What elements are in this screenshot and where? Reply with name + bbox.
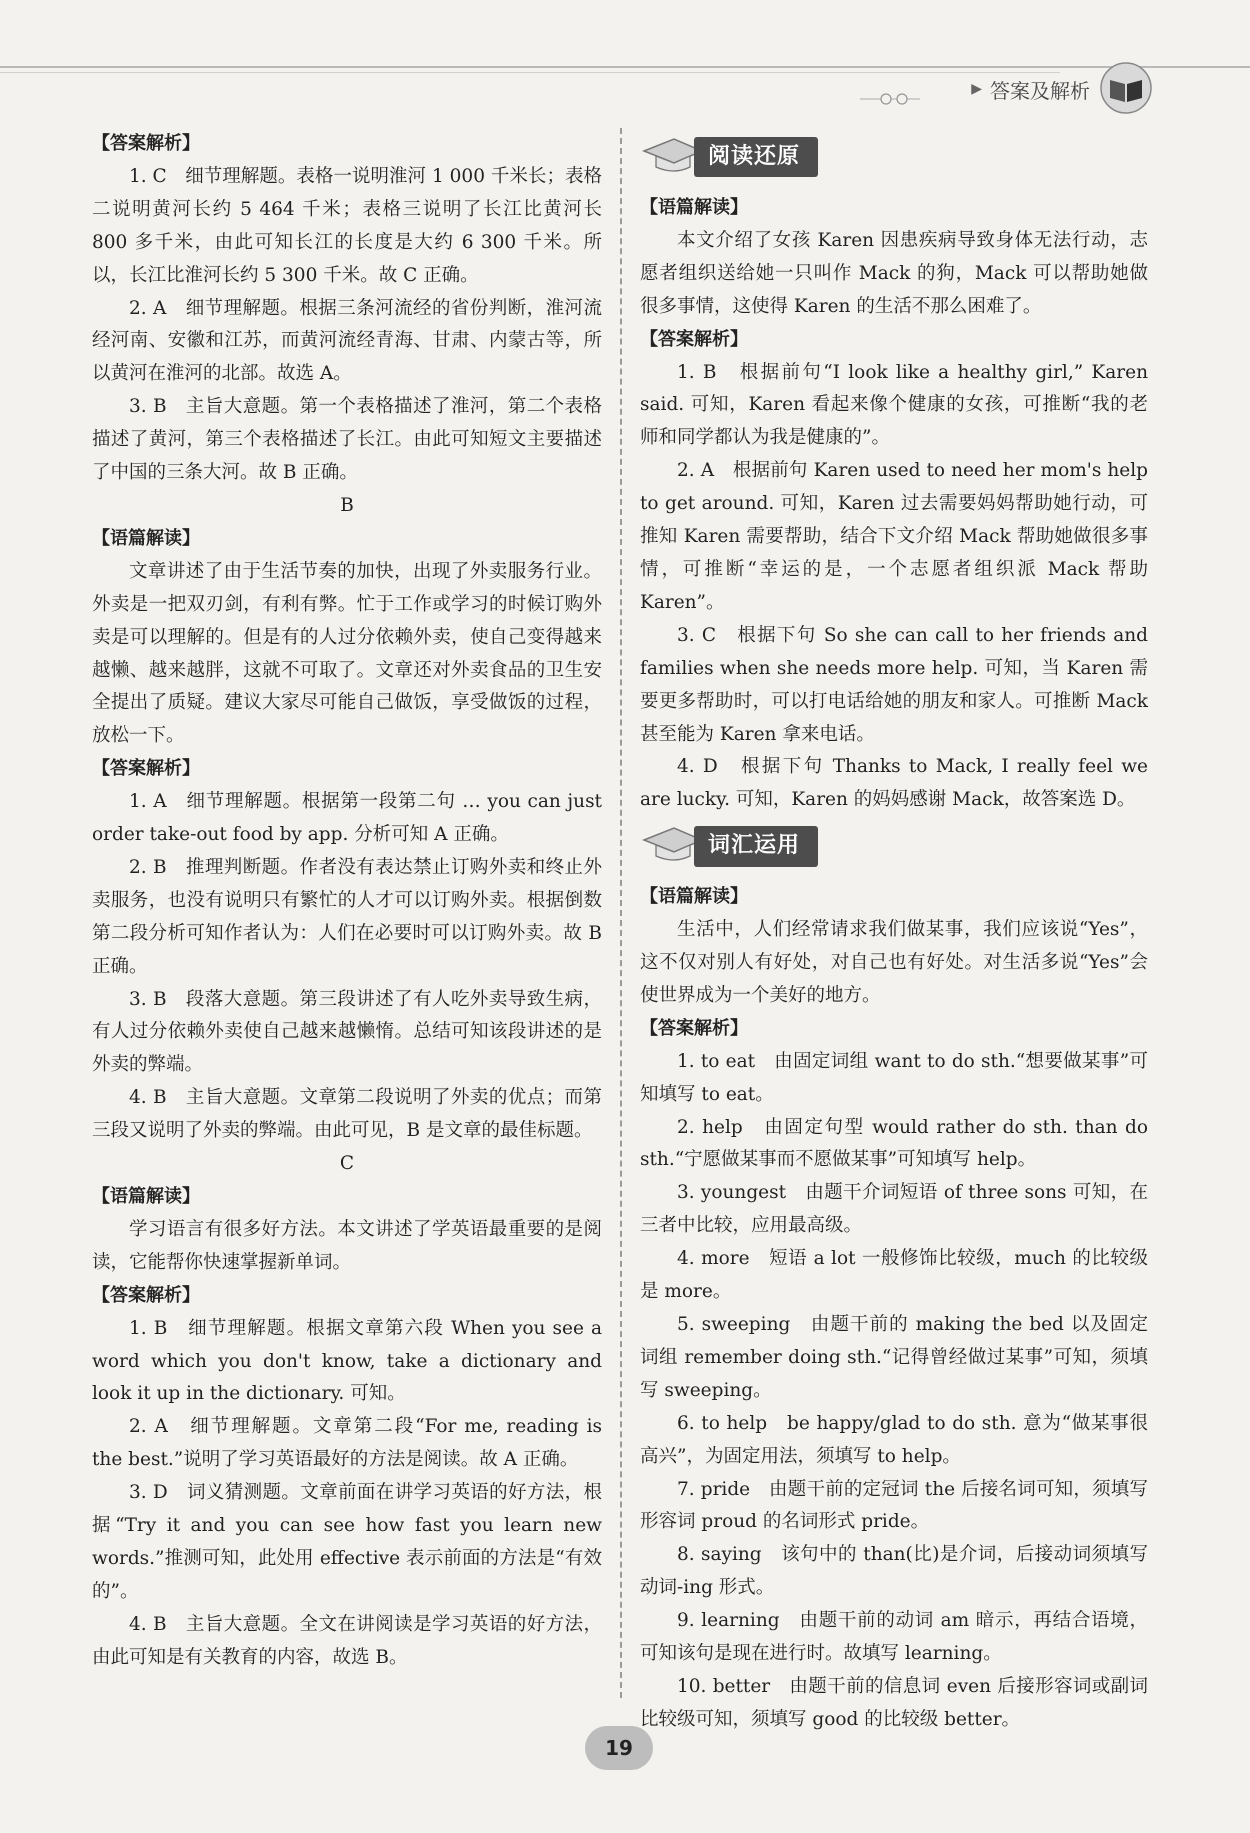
answer-paragraph: 文章讲述了由于生活节奏的加快，出现了外卖服务行业。外卖是一把双刃剑，有利有弊。忙于工作或学习的时候订购外卖是可以理解的。但是有的人过分依赖外卖，使自己变得越来越懒、越来越胖，这就不可取了。文章还对外卖食品的卫生安全提出了质疑。建议大家尽可能自己做饭，享受做饭的过程，放松一下。 bbox=[92, 560, 602, 747]
answer-paragraph: 2. A 细节理解题。根据三条河流经的省份判断，淮河流经河南、安徽和江苏，而黄河流经青海、甘肃、内蒙古等，所以黄河在淮河的北部。故选 A。 bbox=[92, 297, 602, 385]
left-column bbox=[92, 128, 602, 1675]
answer-paragraph: 1. B 细节理解题。根据文章第六段 When you see a word which you don't know, take a dictionary and look it up in the dictionary. 可知。 bbox=[92, 1317, 602, 1405]
answer-paragraph: 7. pride 由题干前的定冠词 the 后接名词可知，须填写形容词 proud 的名词形式 pride。 bbox=[640, 1478, 1148, 1533]
section-banner bbox=[640, 819, 1148, 873]
answer-paragraph: 8. saying 该句中的 than(比)是介词，后接动词须填写动词-ing 形式。 bbox=[640, 1544, 1148, 1599]
answer-paragraph: 10. better 由题干前的信息词 even 后接形容词或副词比较级可知，须填写 good 的比较级 better。 bbox=[640, 1675, 1148, 1730]
decorative-circles-icon bbox=[860, 92, 920, 106]
section-banner bbox=[640, 130, 1148, 184]
section-tag: 【语篇解读】 bbox=[92, 527, 200, 549]
answer-paragraph: 1. B 根据前句“I look like a healthy girl,” Karen said. 可知，Karen 看起来像个健康的女孩，可推断“我的老师和同学都认为我是健康的”。 bbox=[640, 361, 1148, 449]
answer-paragraph: 3. B 段落大意题。第三段讲述了有人吃外卖导致生病，有人过分依赖外卖使自己越来越懒惰。总结可知该段讲述的是外卖的弊端。 bbox=[92, 988, 602, 1076]
section-banner-label: 阅读还原 bbox=[694, 137, 818, 178]
book-icon bbox=[1100, 62, 1152, 114]
section-tag: 【语篇解读】 bbox=[640, 197, 748, 218]
answer-paragraph: 2. B 推理判断题。作者没有表达禁止订购外卖和终止外卖服务，也没有说明只有繁忙的人才可以订购外卖。根据倒数第二段分析可知作者认为：人们在必要时可以订购外卖。故 B 正确。 bbox=[92, 856, 602, 977]
section-tag: 【语篇解读】 bbox=[640, 886, 748, 908]
answer-paragraph: 3. B 主旨大意题。第一个表格描述了淮河，第二个表格描述了黄河，第三个表格描述了长江。由此可知短文主要描述了中国的三条大河。故 B 正确。 bbox=[92, 396, 602, 484]
play-arrow-icon: ▶ bbox=[971, 81, 982, 97]
column-divider bbox=[620, 128, 622, 1698]
section-header bbox=[971, 72, 1090, 106]
page-number: 19 bbox=[585, 1726, 653, 1770]
answer-paragraph: 学习语言有很多好方法。本文讲述了学英语最重要的是阅读，它能帮你快速掌握新单词。 bbox=[92, 1218, 602, 1273]
answer-paragraph: 1. C 细节理解题。表格一说明淮河 1 000 千米长；表格二说明黄河长约 5 464 千米；表格三说明了长江比黄河长 800 多千米，由此可知长江的长度是大约 6 300 千米。所以，长江比淮河长约 5 300 千米。故 C 正确。 bbox=[92, 165, 602, 286]
answer-paragraph: 4. B 主旨大意题。全文在讲阅读是学习英语的好方法，由此可知是有关教育的内容，故选 B。 bbox=[92, 1613, 602, 1668]
section-tag: 【答案解析】 bbox=[92, 133, 200, 154]
header-rule-thin bbox=[0, 72, 1060, 73]
answer-paragraph: 9. learning 由题干前的动词 am 暗示，再结合语境，可知该句是现在进行时。故填写 learning。 bbox=[640, 1610, 1148, 1665]
passage-letter: C bbox=[339, 1153, 355, 1175]
answer-paragraph: 6. to help be happy/glad to do sth. 意为“做某事很高兴”，为固定用法，须填写 to help。 bbox=[640, 1412, 1148, 1467]
header-rule bbox=[0, 66, 1250, 68]
answer-paragraph: 2. A 细节理解题。文章第二段“For me, reading is the best.”说明了学习英语最好的方法是阅读。故 A 正确。 bbox=[92, 1416, 602, 1471]
answer-paragraph: 生活中，人们经常请求我们做某事，我们应该说“Yes”，这不仅对别人有好处，对自己也有好处。对生活多说“Yes”会使世界成为一个美好的地方。 bbox=[640, 919, 1148, 1006]
section-tag: 【语篇解读】 bbox=[92, 1186, 200, 1207]
answer-paragraph: 4. B 主旨大意题。文章第二段说明了外卖的优点；而第三段又说明了外卖的弊端。由此可见，B 是文章的最佳标题。 bbox=[92, 1087, 602, 1142]
answer-paragraph: 本文介绍了女孩 Karen 因患疾病导致身体无法行动，志愿者组织送给她一只叫作 Mack 的狗，Mack 可以帮助她做很多事情，这使得 Karen 的生活不那么困难了。 bbox=[640, 229, 1148, 317]
section-tag: 【答案解析】 bbox=[92, 758, 200, 780]
section-tag: 【答案解析】 bbox=[92, 1284, 200, 1306]
answer-paragraph: 3. youngest 由题干介词短语 of three sons 可知，在三者中比较，应用最高级。 bbox=[640, 1182, 1148, 1237]
answer-paragraph: 2. A 根据前句 Karen used to need her mom's help to get around. 可知，Karen 过去需要妈妈帮助她行动，可推知 Karen 需要帮助，结合下文介绍 Mack 帮助她做很多事情，可推断“幸运的是，一个志愿者组织派 Mack 帮助 Karen”。 bbox=[640, 460, 1148, 613]
answer-paragraph: 3. D 词义猜测题。文章前面在讲学习英语的好方法，根据“Try it and you can see how fast you learn new words.”推测可知，此处用 effective 表示前面的方法是“有效的”。 bbox=[92, 1482, 602, 1602]
answer-paragraph: 4. D 根据下句 Thanks to Mack, I really feel we are lucky. 可知，Karen 的妈妈感谢 Mack，故答案选 D。 bbox=[640, 756, 1148, 811]
section-header-title: 答案及解析 bbox=[990, 78, 1090, 103]
section-tag: 【答案解析】 bbox=[640, 328, 748, 350]
answer-paragraph: 2. help 由固定句型 would rather do sth. than do sth.“宁愿做某事而不愿做某事”可知填写 help。 bbox=[640, 1116, 1148, 1171]
section-tag: 【答案解析】 bbox=[640, 1017, 748, 1039]
passage-letter: B bbox=[340, 494, 354, 516]
right-column bbox=[640, 128, 1148, 1737]
answer-paragraph: 1. to eat 由固定词组 want to do sth.“想要做某事”可知填写 to eat。 bbox=[640, 1050, 1148, 1105]
answer-paragraph: 3. C 根据下句 So she can call to her friends and families when she needs more help. 可知，当 Karen 需要更多帮助时，可以打电话给她的朋友和家人。可推断 Mack 甚至能为 Karen 拿来电话。 bbox=[640, 624, 1148, 745]
answer-paragraph: 5. sweeping 由题干前的 making the bed 以及固定词组 remember doing sth.“记得曾经做过某事”可知，须填写 sweeping。 bbox=[640, 1314, 1148, 1401]
section-banner-label: 词汇运用 bbox=[694, 826, 818, 867]
answer-paragraph: 4. more 短语 a lot 一般修饰比较级，much 的比较级是 more。 bbox=[640, 1248, 1148, 1303]
answer-paragraph: 1. A 细节理解题。根据第一段第二句 … you can just order take-out food by app. 分析可知 A 正确。 bbox=[92, 791, 602, 846]
